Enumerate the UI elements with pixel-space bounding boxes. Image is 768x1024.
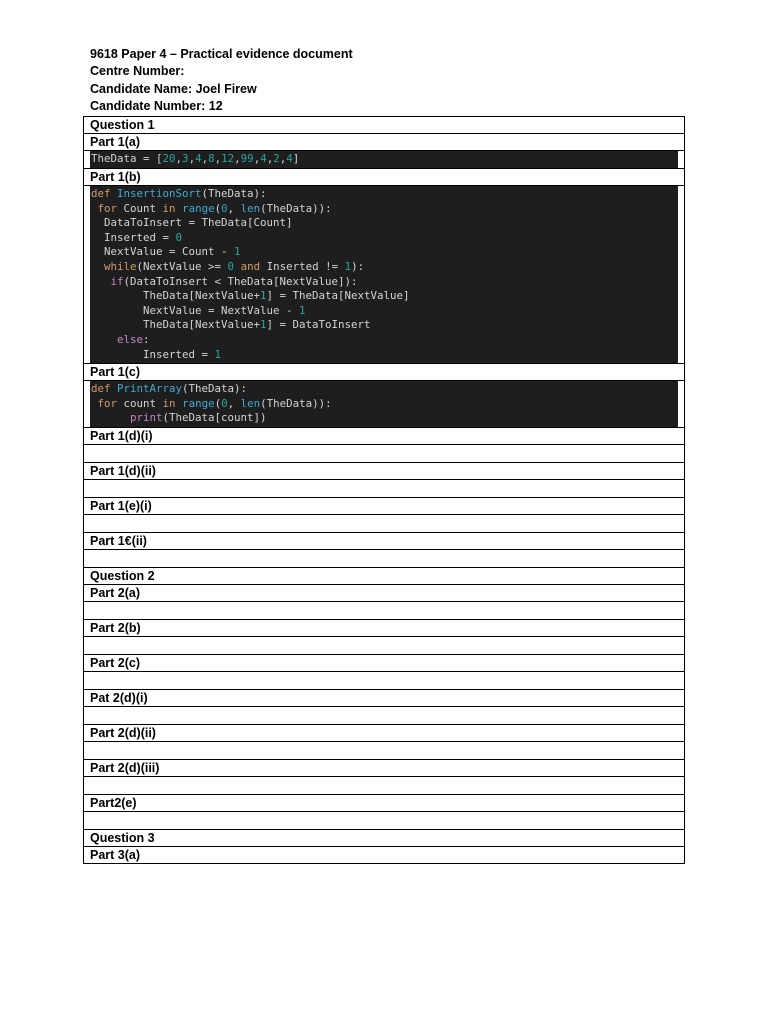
code-line (91, 216, 677, 231)
question-1-heading: Question 1 (84, 117, 685, 134)
part-1dii-evidence (84, 479, 685, 497)
code-token: print (130, 411, 163, 425)
code-token (91, 411, 130, 424)
code-token: TheData = [ (91, 152, 163, 166)
code-token: (TheData[count]) (162, 411, 267, 425)
code-token: DataToInsert = TheData[Count] (91, 216, 293, 230)
code-line (91, 152, 677, 167)
part-2c-label: Part 2(c) (84, 654, 685, 671)
question-2-heading: Question 2 (84, 567, 685, 584)
code-token: InsertionSort (117, 187, 202, 200)
code-token: ] = TheData[NextValue] (266, 289, 410, 303)
code-token: 99 (240, 152, 254, 166)
code-token: len (240, 396, 261, 410)
part-1di-label: Part 1(d)(i) (84, 427, 685, 444)
code-token: in (162, 396, 176, 410)
part-2diii-evidence (84, 776, 685, 794)
part-2a-label: Part 2(a) (84, 584, 685, 601)
code-token: 0 (227, 259, 235, 273)
part-1eii-evidence (84, 549, 685, 567)
code-token: (TheData): (201, 187, 267, 200)
code-token (91, 275, 111, 288)
code-token: def (91, 382, 118, 396)
part-2dii-label: Part 2(d)(ii) (84, 724, 685, 741)
code-token: 2 (273, 152, 280, 166)
code-line (91, 202, 677, 217)
code-token: TheData[NextValue+ (91, 318, 261, 332)
code-token: ): (351, 259, 365, 273)
code-token: else (117, 332, 144, 346)
code-token: Inserted = (91, 347, 215, 361)
part-2diii-label: Part 2(d)(iii) (84, 759, 685, 776)
code-token: ] (292, 152, 300, 166)
code-token: NextValue = NextValue - (91, 303, 300, 317)
part-1ei-label: Part 1(e)(i) (84, 497, 685, 514)
code-token: while (104, 259, 137, 273)
code-token: (TheData)): (260, 396, 332, 410)
code-token: (TheData)): (260, 201, 332, 215)
part-1b-code (90, 186, 678, 363)
code-token: for (97, 396, 118, 410)
code-line (91, 397, 677, 412)
part-2c-evidence (84, 671, 685, 689)
part-1ei-evidence (84, 514, 685, 532)
code-token: 1 (234, 245, 241, 259)
part-2di-evidence (84, 706, 685, 724)
code-token: (DataToInsert < TheData[NextValue]): (123, 274, 358, 288)
code-token: TheData[NextValue+ (91, 289, 261, 303)
code-token: , (266, 152, 274, 166)
part-2e-evidence (84, 811, 685, 829)
code-token: 0 (175, 230, 183, 244)
code-token: ( (214, 201, 222, 215)
part-1a-evidence (84, 151, 685, 169)
document-header (90, 46, 353, 116)
code-token: 1 (344, 259, 352, 273)
code-token: 0 (221, 396, 228, 410)
code-token: : (143, 332, 150, 346)
code-token: if (110, 274, 124, 288)
code-token: , (227, 396, 241, 410)
code-token: 20 (162, 152, 176, 166)
code-token: range (182, 201, 215, 215)
part-1b-evidence (84, 186, 685, 364)
code-token (91, 333, 117, 346)
code-token: PrintArray (117, 382, 183, 396)
code-line (91, 187, 677, 202)
centre-number: Centre Number: (90, 64, 185, 79)
code-token: 0 (221, 201, 228, 215)
code-token: , (188, 152, 196, 166)
part-1b-label: Part 1(b) (84, 169, 685, 186)
code-token: (TheData): (182, 382, 248, 396)
part-1c-code (90, 381, 678, 427)
candidate-name: Candidate Name: Joel Firew (90, 81, 257, 96)
part-1di-evidence (84, 444, 685, 462)
part-1eii-label: Part 1€(ii) (84, 532, 685, 549)
part-1c-label: Part 1(c) (84, 364, 685, 381)
code-token: Inserted != (260, 259, 345, 273)
code-token: len (240, 201, 261, 215)
part-1dii-label: Part 1(d)(ii) (84, 462, 685, 479)
code-line (91, 348, 677, 363)
part-2e-label: Part2(e) (84, 794, 685, 811)
document-title: 9618 Paper 4 – Practical evidence document (90, 47, 353, 61)
part-1c-evidence (84, 381, 685, 428)
code-token: 12 (221, 152, 235, 166)
code-token: 4 (286, 152, 293, 166)
code-token: count (117, 396, 163, 410)
code-token: for (97, 201, 118, 215)
candidate-number: Candidate Number: 12 (90, 99, 223, 114)
code-token: 3 (182, 152, 189, 166)
code-line (91, 333, 677, 348)
code-line (91, 318, 677, 333)
code-token: Inserted = (91, 230, 176, 244)
evidence-table (83, 116, 685, 864)
code-line (91, 231, 677, 246)
code-token: (NextValue >= (136, 259, 228, 273)
code-token: and (240, 259, 261, 273)
code-line (91, 260, 677, 275)
part-2dii-evidence (84, 741, 685, 759)
code-token: range (182, 396, 215, 410)
code-token (91, 260, 104, 273)
code-token: 1 (299, 303, 306, 317)
code-token: , (214, 152, 222, 166)
part-1a-label: Part 1(a) (84, 134, 685, 151)
code-line (91, 289, 677, 304)
question-3-heading: Question 3 (84, 829, 685, 846)
code-token: , (175, 152, 183, 166)
code-token: ( (214, 396, 222, 410)
code-line (91, 245, 677, 260)
part-2di-label: Pat 2(d)(i) (84, 689, 685, 706)
code-token: 4 (195, 152, 202, 166)
code-line (91, 304, 677, 319)
code-token: in (162, 201, 176, 215)
code-line (91, 382, 677, 397)
code-token: , (227, 201, 241, 215)
code-token: 1 (214, 347, 222, 361)
part-2b-evidence (84, 636, 685, 654)
code-token: 1 (260, 289, 267, 303)
code-token: , (201, 152, 209, 166)
part-2b-label: Part 2(b) (84, 619, 685, 636)
part-2a-evidence (84, 601, 685, 619)
code-token: , (279, 152, 287, 166)
code-token: NextValue = Count - (91, 245, 235, 259)
code-token: def (91, 187, 118, 200)
code-token: 8 (208, 152, 215, 166)
code-token: Count (117, 201, 163, 215)
part-1a-code (90, 151, 678, 168)
code-token: 4 (260, 152, 267, 166)
code-line (91, 411, 677, 426)
code-token: , (234, 152, 241, 166)
code-token: 1 (260, 318, 267, 332)
code-token: ] = DataToInsert (266, 318, 371, 332)
part-3a-label: Part 3(a) (84, 846, 685, 863)
code-line (91, 275, 677, 290)
code-token: , (253, 152, 261, 166)
